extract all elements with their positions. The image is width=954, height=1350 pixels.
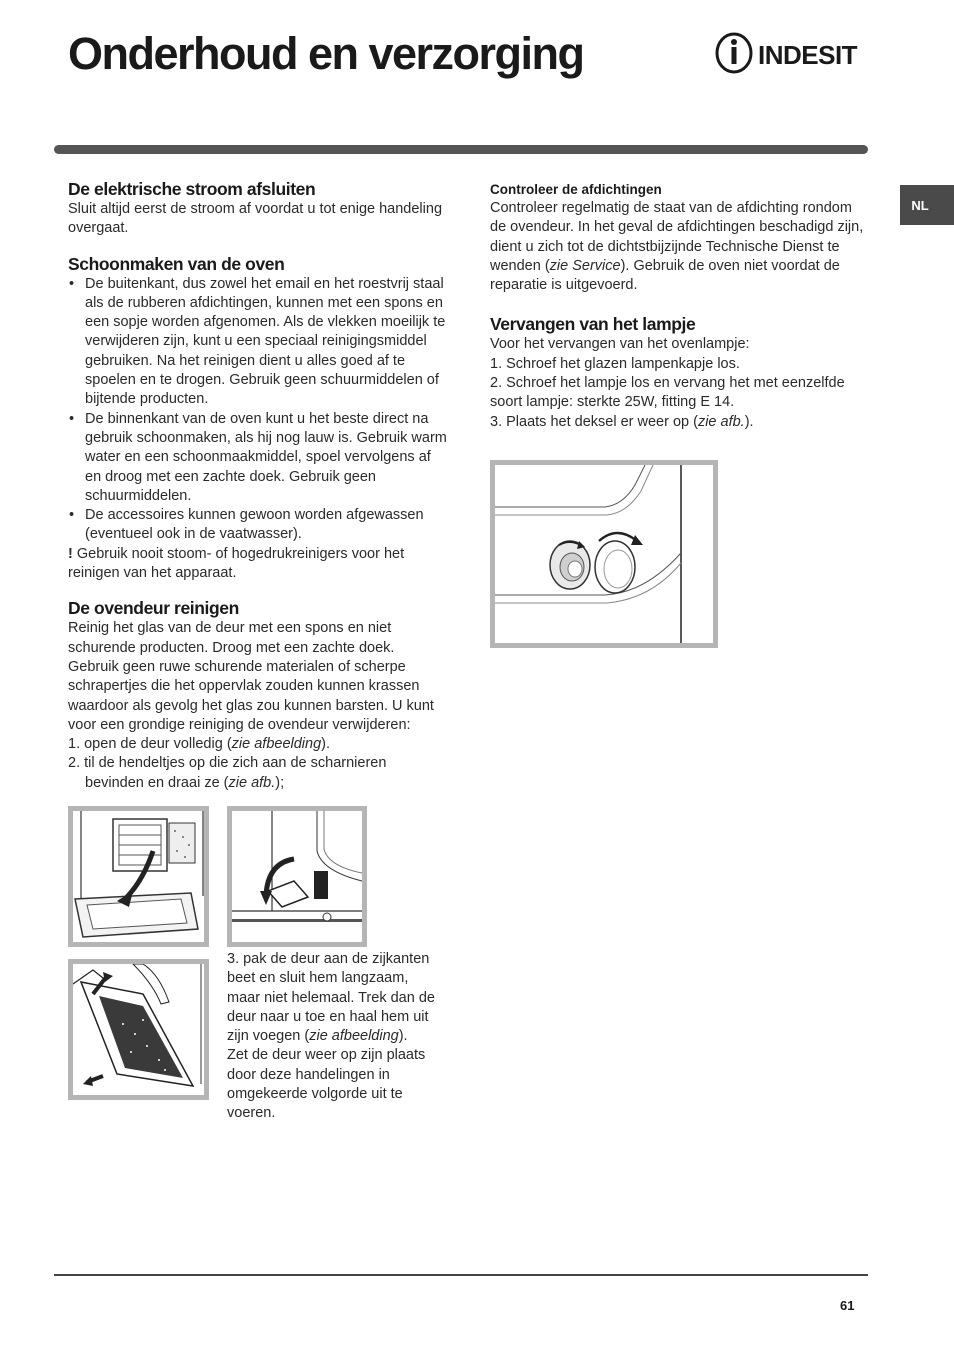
lamp-step-1: 1. Schroef het glazen lampenkapje los. [490,355,740,372]
language-tab: NL [900,185,954,225]
page-title: Onderhoud en verzorging [68,28,584,79]
heading-lamp: Vervangen van het lampje [490,314,696,335]
text-door-cleaning: Reinig het glas van de deur met een spons en niet schurende producten. Droog met een zachte doek. Gebruik geen ruwe schurende materialen of scherpe schrapertjes die het oppervlak zouden kunnen krassen waardoor als gevolg het glas zou kunnen barsten. U kunt voor een grondige reiniging de ovendeur verwijderen: [68,620,434,733]
warning-note [68,545,448,584]
bottom-rule [54,1274,868,1276]
warning-text: Gebruik nooit stoom- of hogedrukreinigers voor het reinigen van het apparaat. [68,545,405,582]
page-number: 61 [840,1298,855,1313]
text-seals: Controleer regelmatig de staat van de afdichting rondom de ovendeur. In het geval de afdichtingen beschadigd zijn, dient u zich tot de dichtstbijzijnde Technische Dienst te wenden (zie Service). Gebruik de oven niet voordat de reparatie is uitgevoerd. [490,200,864,294]
door-step-2: 2. til de hendeltjes op die zich aan de scharnieren bevinden en draai ze (zie afb.); [68,755,387,791]
figure-oven-lamp [490,460,718,648]
lamp-intro: Voor het vervangen van het ovenlampje: [490,336,750,353]
figure-door-removal [68,959,209,1100]
logo-text: INDESIT [758,40,858,70]
top-rule [54,145,868,154]
heading-seals: Controleer de afdichtingen [490,182,662,197]
figure-hinge-lever [227,806,367,947]
door-refit-text: Zet de deur weer op zijn plaats door deze handelingen in omgekeerde volgorde uit te voeren. [227,1047,426,1122]
right-column [490,181,865,432]
section-seals [490,181,865,295]
left-column [68,178,448,793]
door-step-3: 3. pak de deur aan de zijkanten beet en sluit hem langzaam, maar niet helemaal. Trek dan de deur naar u toe en haal hem uit zijn voegen (zie afbeelding). Zet de deur weer op zijn plaats door deze handelingen in omgekeerde volgorde uit te voeren. [227,950,442,1124]
list-item: • De binnenkant van de oven kunt u het beste direct na gebruik schoonmaken, als hij nog lauw is. Gebruik warm water en een schoonmaakmiddel, spoel vervolgens af en droog met een zachte doek. Gebruik geen schuurmiddelen. [68,410,448,506]
section-power-off [68,178,448,239]
figure-open-door [68,806,209,947]
door-step-1: 1. open de deur volledig (zie afbeelding). [68,736,331,753]
heading-door-cleaning: De ovendeur reinigen [68,598,239,619]
cleaning-list [68,275,448,545]
section-lamp [490,313,865,431]
text-power-off: Sluit altijd eerst de stroom af voordat u tot enige handeling overgaat. [68,201,443,237]
warning-mark: ! [68,545,73,562]
heading-power-off: De elektrische stroom afsluiten [68,179,316,199]
indesit-logo [714,31,870,75]
section-oven-cleaning [68,253,448,584]
list-item: • De buitenkant, dus zowel het email en het roestvrij staal als de rubberen afdichtingen, kunnen met een spons en een sopje worden afgenomen. Als de vlekken moeilijk te verwijderen zijn, kunt u een speciaal reinigingsmiddel gebruiken. Na het reinigen dient u alles goed af te spoelen en te drogen. Gebruik geen schuurmiddelen of bijtende producten. [68,275,448,410]
lamp-step-2: 2. Schroef het lampje los en vervang het met eenzelfde soort lampje: sterkte 25W, fitting E 14. [490,375,845,411]
list-item: • De accessoires kunnen gewoon worden afgewassen (eventueel ook in de vaatwasser). [68,506,448,545]
lamp-step-3: 3. Plaats het deksel er weer op (zie afb.). [490,413,754,430]
section-door-cleaning [68,597,448,793]
heading-oven-cleaning: Schoonmaken van de oven [68,253,285,274]
